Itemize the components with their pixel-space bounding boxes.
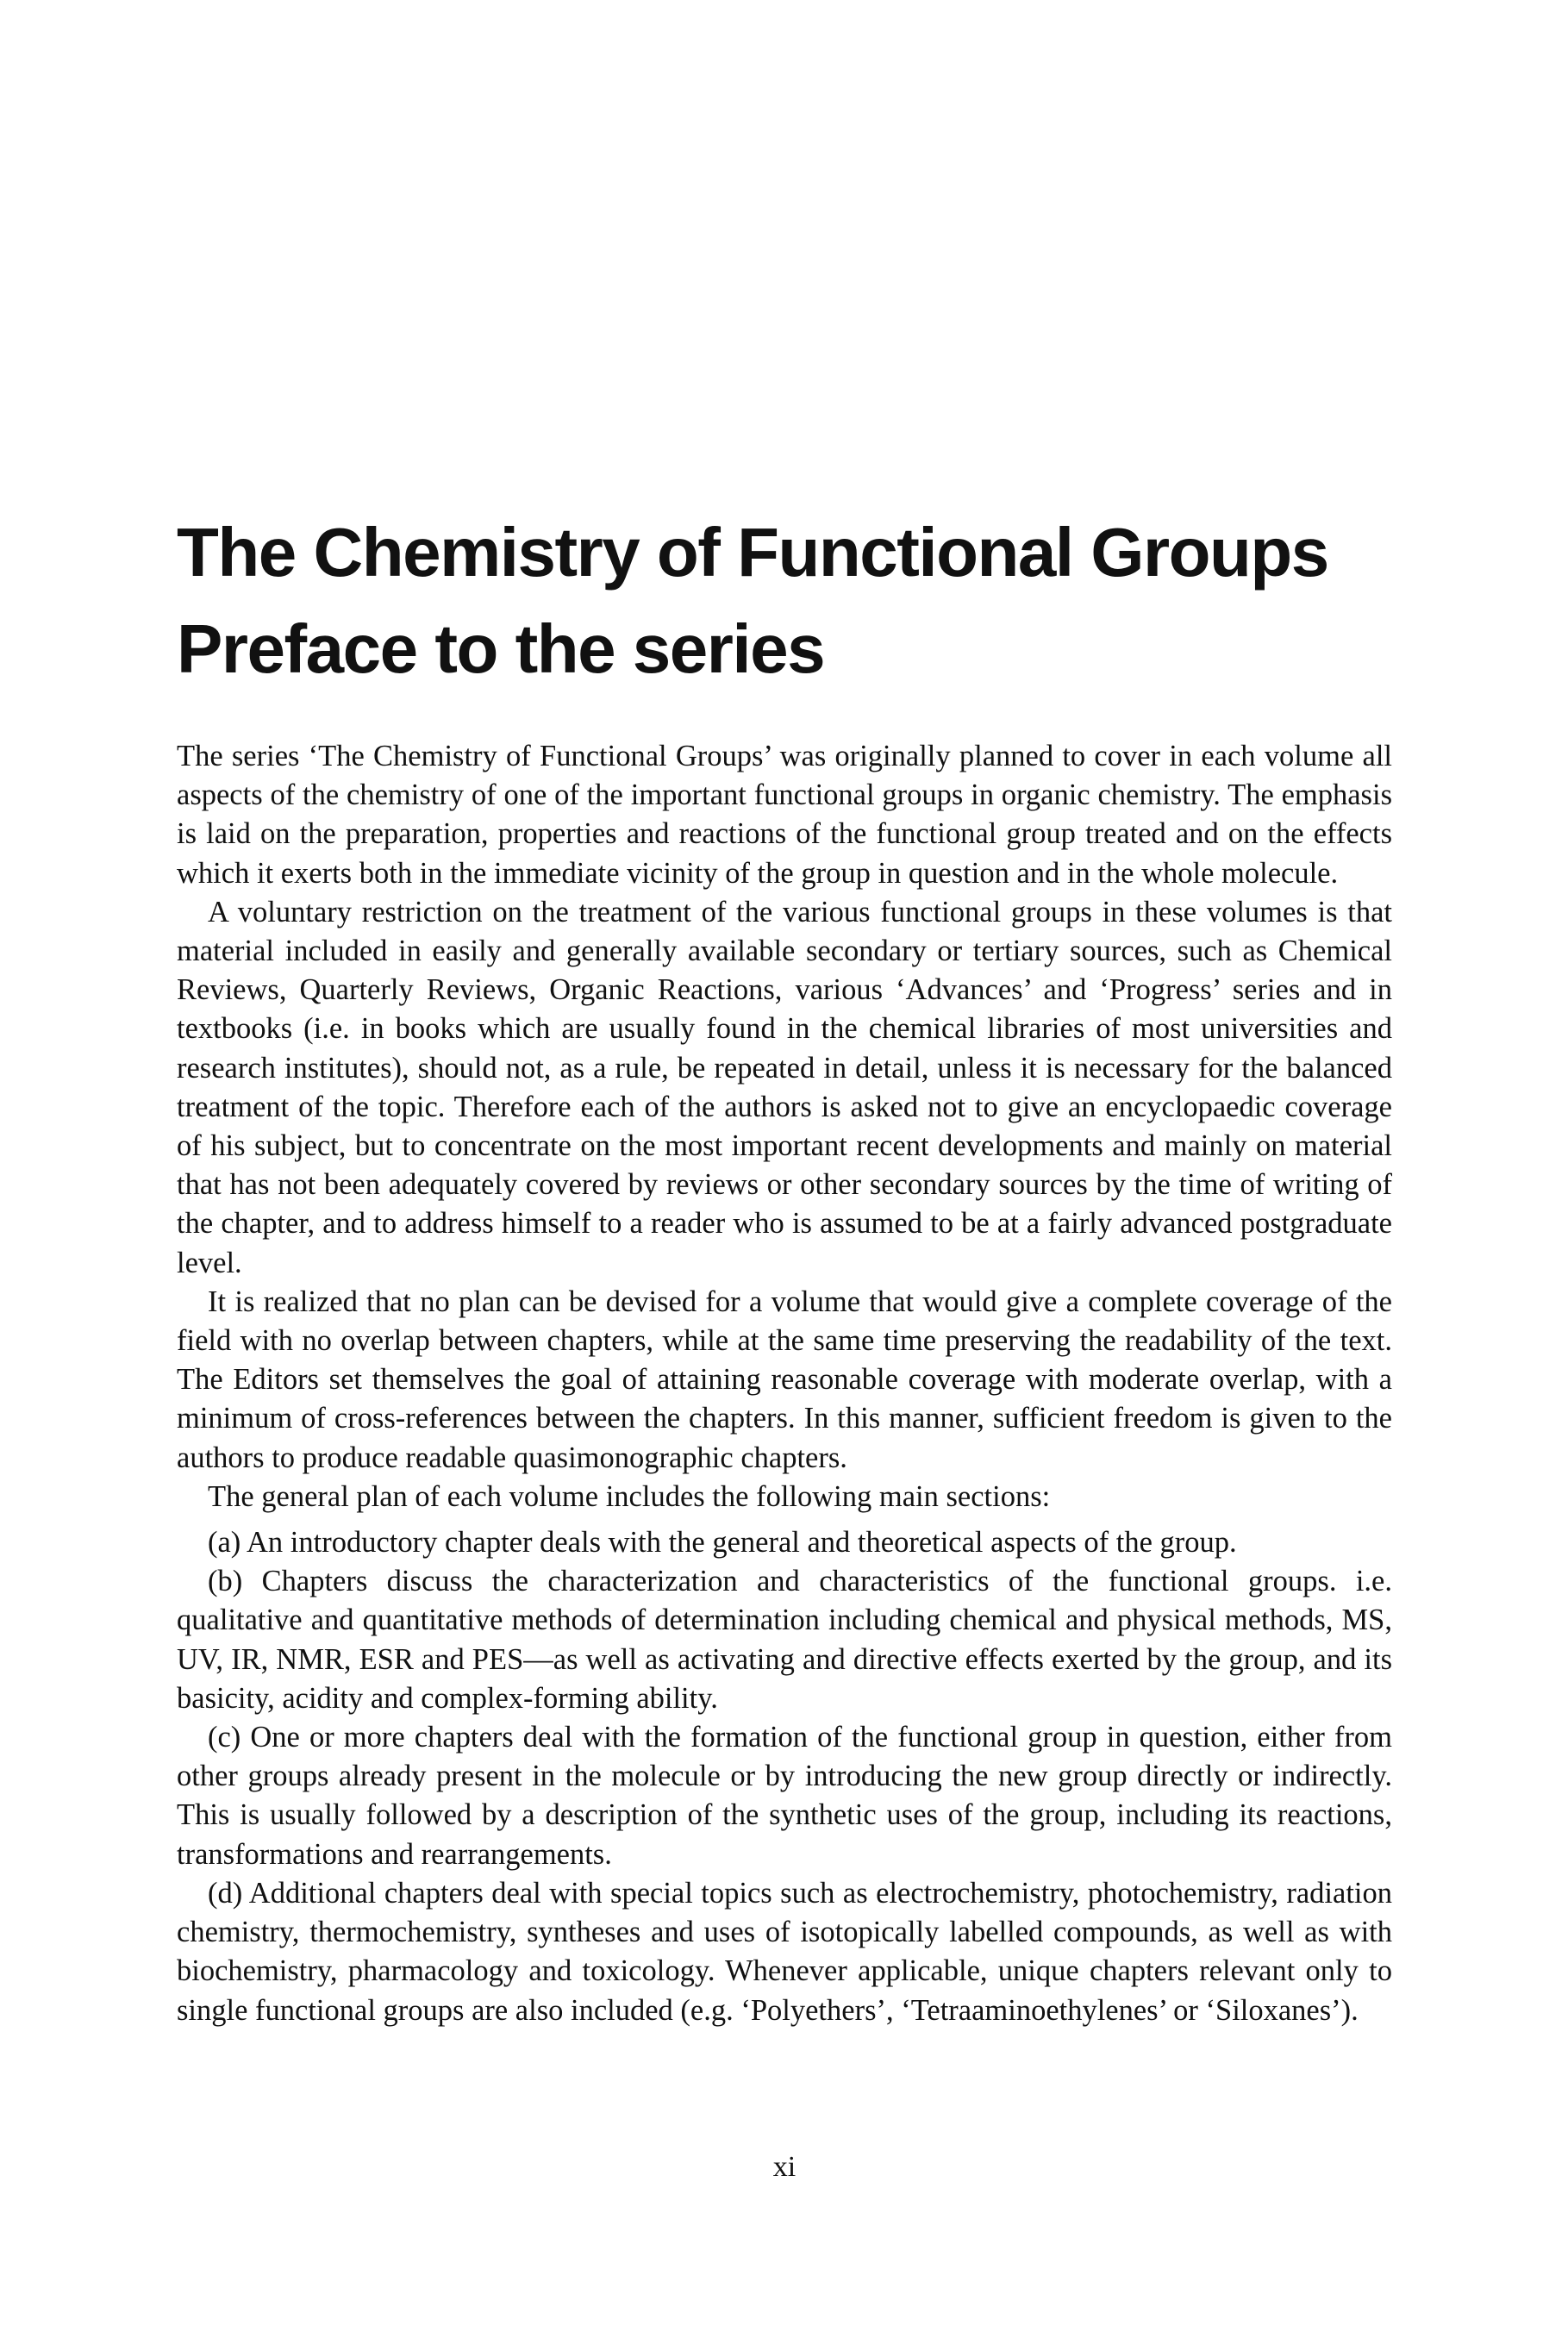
preface-title: Preface to the series xyxy=(177,610,825,687)
preface-body xyxy=(177,737,1392,2030)
paragraph-general-plan: The general plan of each volume includes the following main sections: xyxy=(208,1479,1051,1513)
section-item-c: (c) One or more chapters deal with the formation of the functional group in question, either from other groups already present in the molecule or by introducing the new group directly or indirectly. This is usually followed by a description of the synthetic uses of the group, including its reactions, transformations and rearrangements. xyxy=(177,1721,1392,1871)
series-title: The Chemistry of Functional Groups xyxy=(177,514,1328,591)
section-item-b: (b) Chapters discuss the characterization and characteristics of the functional groups. i.e. qualitative and quantitative methods of determination including chemical and physical methods, MS, UV, IR, NMR, ESR and PES—as well as activating and directive effects exerted by the group, and its basicity, acidity and complex-forming ability. xyxy=(177,1565,1392,1715)
section-item-d: (d) Additional chapters deal with special topics such as electrochemistry, photochemistry, radiation chemistry, thermochemistry, syntheses and uses of isotopically labelled compounds, as well as with biochemistry, pharmacology and toxicology. Whenever applicable, unique chapters relevant only to single functional groups are also included (e.g. ‘Polyethers’, ‘Tetraaminoethylenes’ or ‘Siloxanes’). xyxy=(177,1876,1392,2027)
page-number: xi xyxy=(772,2151,796,2183)
paragraph-intro: The series ‘The Chemistry of Functional Groups’ was originally planned to cover in each volume all aspects of the chemistry of one of the important functional groups in organic chemistry. The emphasis is laid on the preparation, properties and reactions of the functional group treated and on the effects which it exerts both in the immediate vicinity of the group in question and in the whole molecule. xyxy=(177,740,1392,890)
book-page xyxy=(177,0,1392,2332)
paragraph-restriction: A voluntary restriction on the treatment of the various functional groups in these volumes is that material included in easily and generally available secondary or tertiary sources, such as Chemical Reviews, Quarterly Reviews, Organic Reactions, various ‘Advances’ and ‘Progress’ series and in textbooks (i.e. in books which are usually found in the chemical libraries of most universities and research institutes), should not, as a rule, be repeated in detail, unless it is necessary for the balanced treatment of the topic. Therefore each of the authors is asked not to give an encyclopaedic coverage of his subject, but to concentrate on the most important recent developments and mainly on material that has not been adequately covered by reviews or other secondary sources by the time of writing of the chapter, and to address himself to a reader who is assumed to be at a fairly advanced postgraduate level. xyxy=(177,895,1392,1279)
section-item-a: (a) An introductory chapter deals with the general and theoretical aspects of the group. xyxy=(208,1526,1237,1560)
page-title xyxy=(177,504,1392,697)
paragraph-coverage: It is realized that no plan can be devised for a volume that would give a complete coverage of the field with no overlap between chapters, while at the same time preserving the readability of the text. The Editors set themselves the goal of attaining reasonable coverage with moderate overlap, with a minimum of cross-references between the chapters. In this manner, sufficient freedom is given to the authors to produce readable quasimonographic chapters. xyxy=(177,1285,1392,1474)
